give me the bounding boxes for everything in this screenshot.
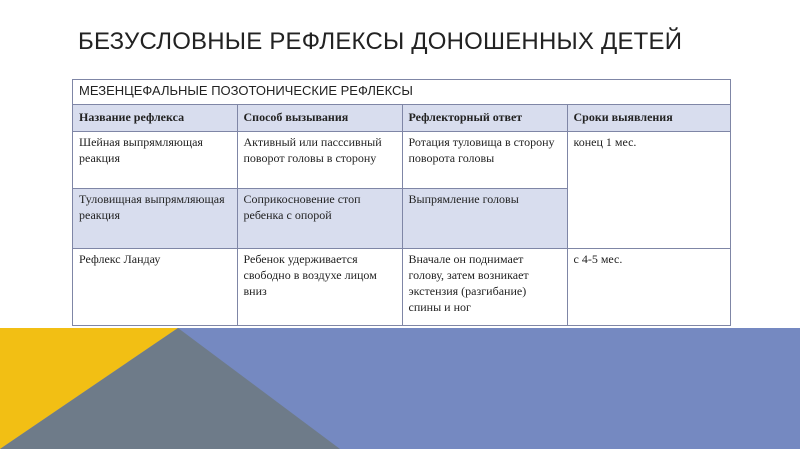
table-caption: МЕЗЕНЦЕФАЛЬНЫЕ ПОЗОТОНИЧЕСКИЕ РЕФЛЕКСЫ [73,80,730,105]
header-name: Название рефлекса [73,105,237,132]
cell-method: Ребенок удерживается свободно в воздухе лицом вниз [237,249,402,325]
cell-timing: с 4-5 мес. [567,249,730,325]
table-header-row [73,105,730,132]
slide-title: БЕЗУСЛОВНЫЕ РЕФЛЕКСЫ ДОНОШЕННЫХ ДЕТЕЙ [78,28,683,55]
reflex-table [72,79,731,326]
header-response: Рефлекторный ответ [402,105,567,132]
cell-method: Активный или пасссивный поворот головы в сторону [237,132,402,189]
table-row [73,132,730,189]
cell-response: Выпрямление головы [402,189,567,249]
cell-response: Ротация туловища в сторону поворота головы [402,132,567,189]
cell-method: Соприкосновение стоп ребенка с опорой [237,189,402,249]
table-row [73,249,730,325]
cell-name: Рефлекс Ландау [73,249,237,325]
cell-name: Шейная выпрямляющая реакция [73,132,237,189]
cell-name: Туловищная выпрямляющая реакция [73,189,237,249]
decorative-background [0,328,800,449]
header-method: Способ вызывания [237,105,402,132]
cell-timing: конец 1 мес. [567,132,730,249]
cell-response: Вначале он поднимает голову, затем возникает экстензия (разгибание) спины и ног [402,249,567,325]
reflex-grid [73,105,730,325]
header-timing: Сроки выявления [567,105,730,132]
